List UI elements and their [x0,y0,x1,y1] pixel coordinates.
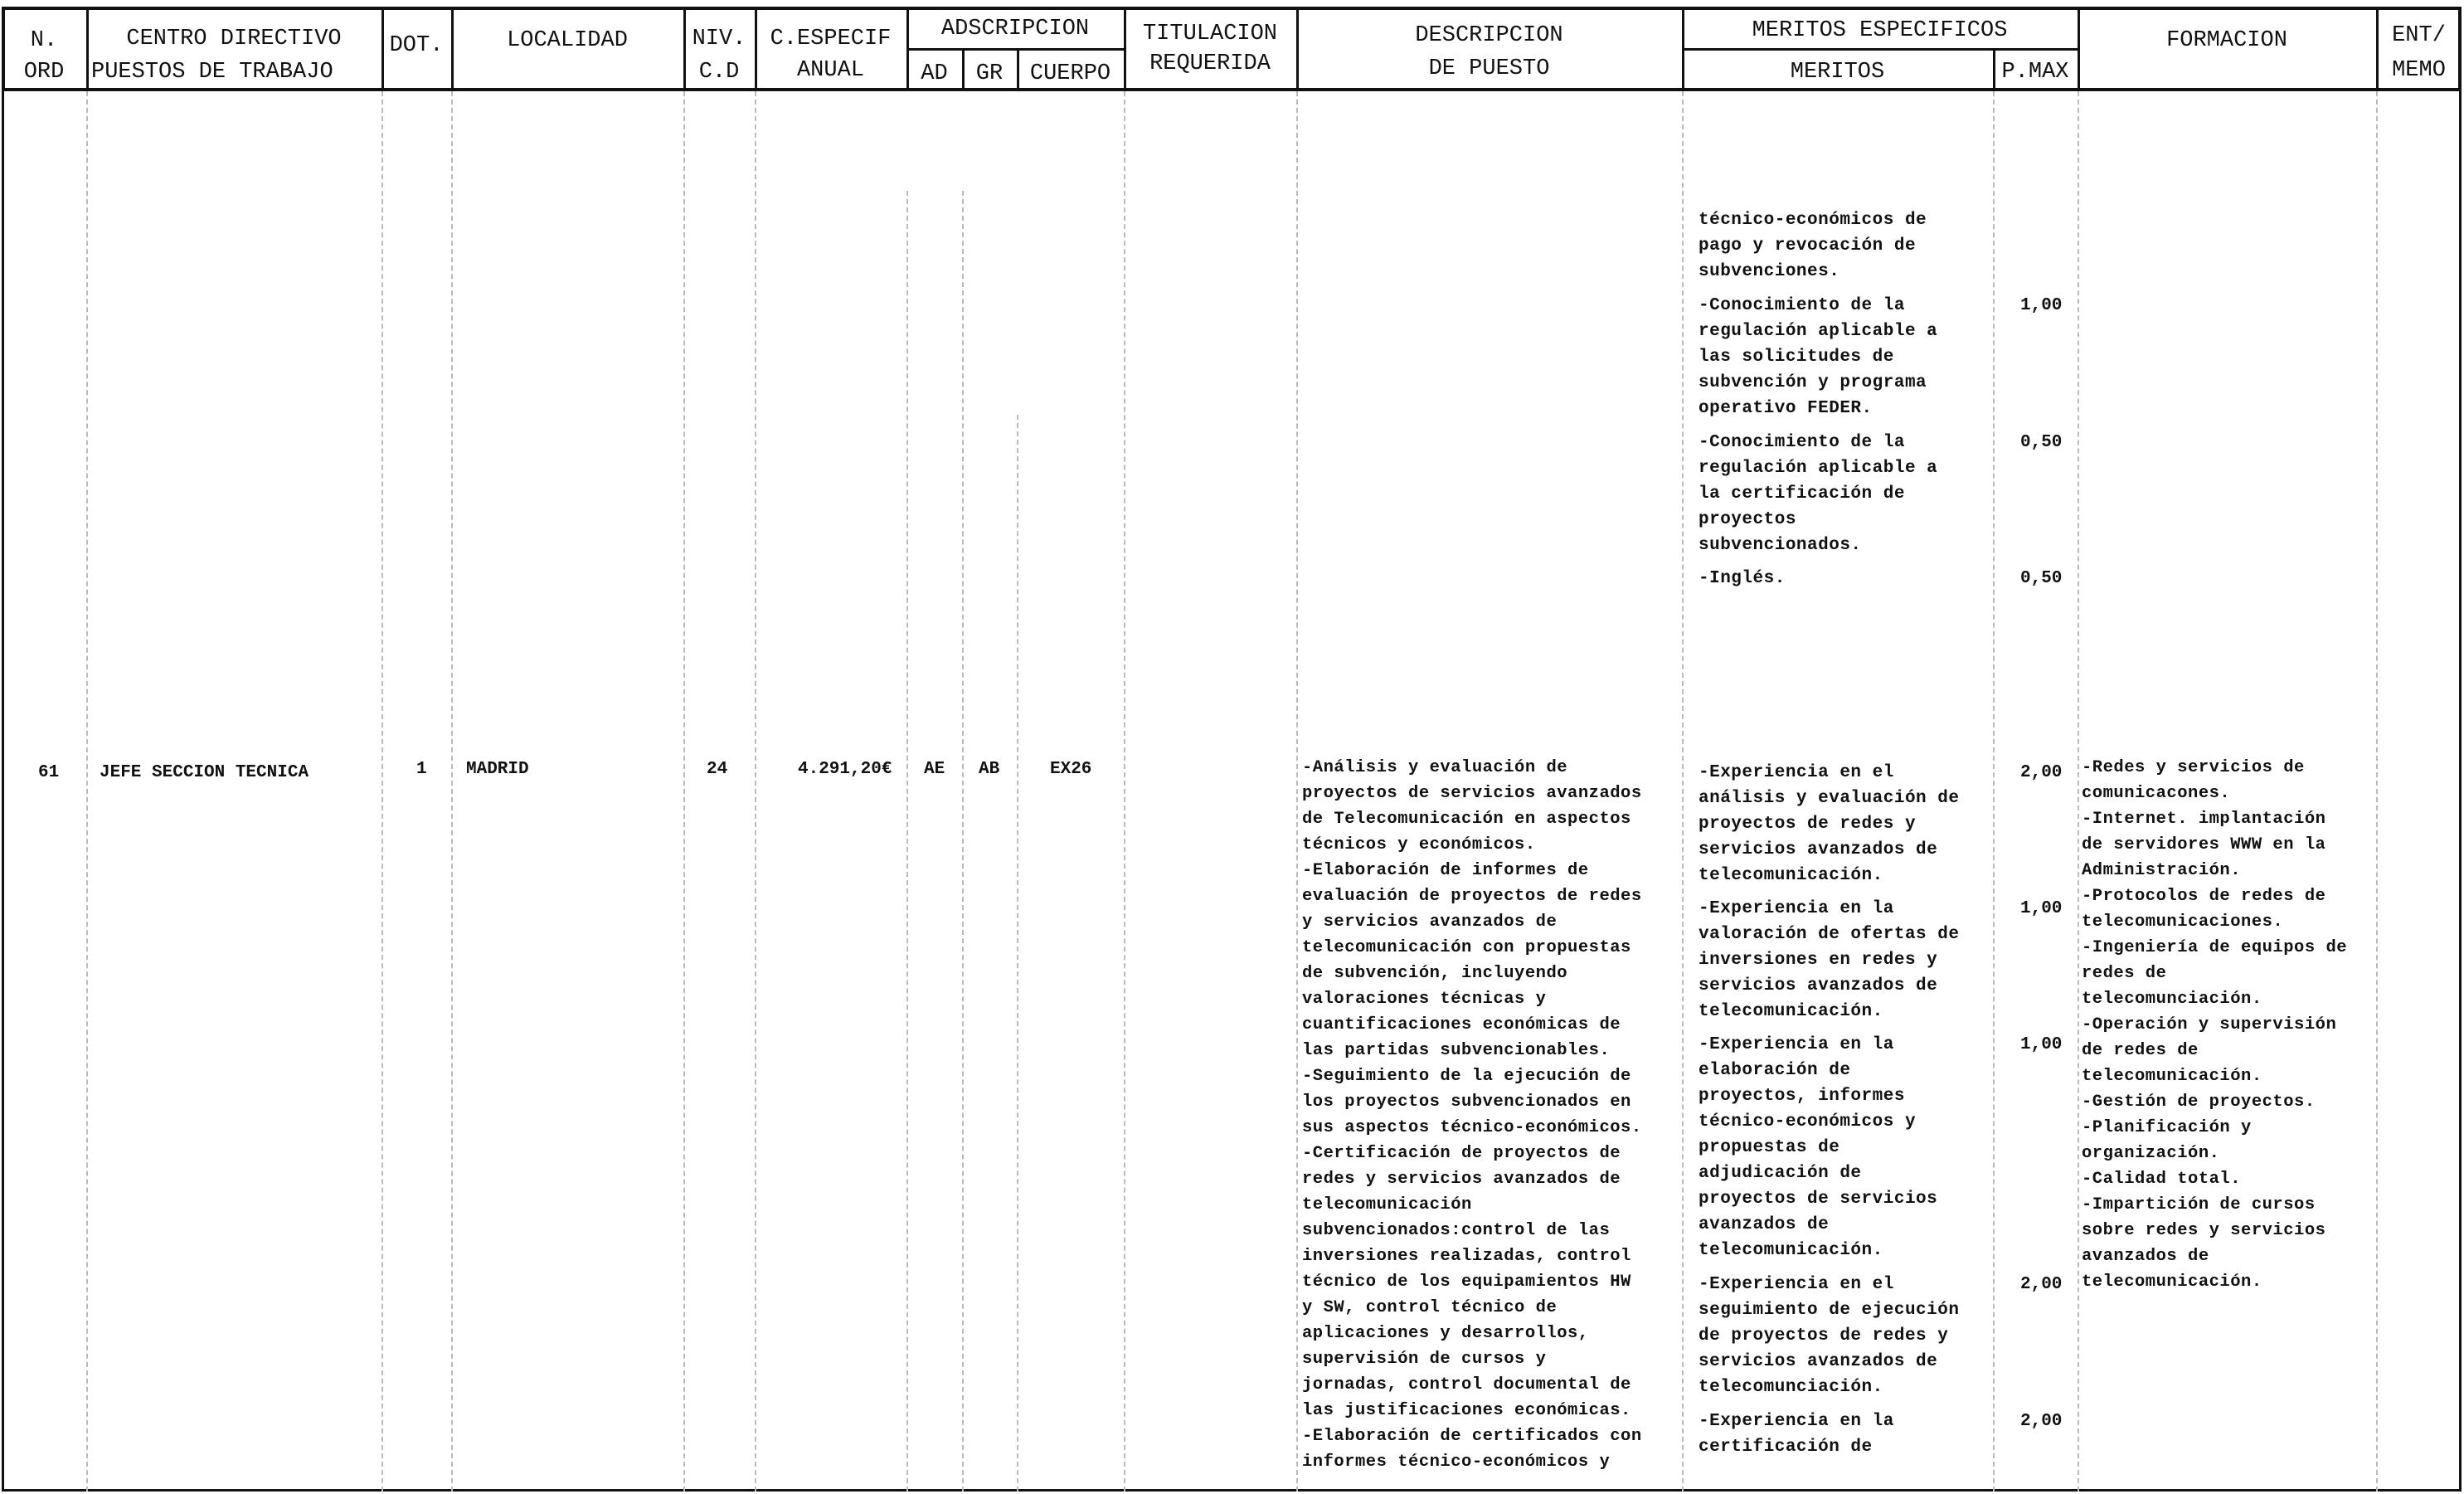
header-formacion: FORMACION [2166,28,2287,53]
row-niv: 24 [707,760,728,779]
merit-text: -Conocimiento de la regulación aplicable a las solicitudes de subvención y programa operativo FEDER. [1699,296,1938,418]
merit-text: -Inglés. [1699,569,1786,588]
merit-points: 2,00 [2020,1412,2063,1431]
header-n: N. [30,28,58,53]
row-puesto: JEFE SECCION TECNICA [100,763,309,782]
header-puestos: PUESTOS DE TRABAJO [91,60,333,85]
merit-points: 2,00 [2020,763,2063,782]
column-line [906,191,908,1492]
header-adscripcion: ADSCRIPCION [940,17,1090,41]
header-gr: GR [975,61,1004,86]
merit-text: -Experiencia en la elaboración de proyectos, informes técnico-económicos y propuestas de adjudicación de proyectos de servicios avanzados de telecomunicación. [1699,1035,1938,1260]
header-cespecif: C.ESPECIF [770,27,892,51]
merit-text: -Conocimiento de la regulación aplicable a la certificación de proyectos subvencionados. [1699,433,1938,555]
column-line [1124,91,1125,1492]
header-descripcion: DESCRIPCION [1415,23,1563,48]
merit-text: técnico-económicos de pago y revocación de subvenciones. [1699,211,1927,281]
header-meritos: MERITOS [1790,60,1885,85]
column-line [86,91,88,1492]
divider [906,48,1124,51]
column-line [755,91,756,1492]
column-line [1993,91,1995,1492]
header-ad: AD [921,61,948,86]
column-line [1682,91,1684,1492]
column-line [451,91,453,1492]
row-formacion: -Redes y servicios de comunicacones. -Internet. implantación de servidores WWW en la Administración. -Protocolos de redes de telecomunicaciones. -Ingeniería de equipos de redes de telecomunciación. -Operación y supervisión de redes de telecomunicación. -Gestión de proyectos. -Planificación y organización. -Calidad total. -Impartición de cursos sobre redes y servicios avanzados de telecomunicación. [2082,758,2348,1292]
merit-points: 1,00 [2020,899,2063,918]
row-gr: AB [979,760,1000,779]
column-line [382,91,383,1492]
merit-text: -Experiencia en la certificación de [1699,1412,1894,1457]
column-line [962,191,964,1492]
header-requerida: REQUERIDA [1149,51,1271,76]
header-titulacion: TITULACION [1142,22,1278,46]
header-dot: DOT. [389,33,444,58]
header-memo: MEMO [2392,58,2446,83]
divider [1682,48,2078,51]
header-localidad: LOCALIDAD [507,28,628,53]
header-cuerpo: CUERPO [1029,61,1111,86]
merit-points: 2,00 [2020,1275,2063,1294]
column-line [2078,91,2079,1492]
column-line [683,91,685,1492]
divider [1124,7,1126,91]
column-line [2376,91,2378,1492]
merit-points: 1,00 [2020,296,2063,315]
row-localidad: MADRID [466,760,529,779]
merit-points: 1,00 [2020,1035,2063,1054]
merit-points: 0,50 [2020,569,2063,588]
merit-text: -Experiencia en la valoración de ofertas de inversiones en redes y servicios avanzados de telecomunicación. [1699,899,1960,1021]
merit-points: 0,50 [2020,433,2063,452]
merit-text: -Experiencia en el análisis y evaluación de proyectos de redes y servicios avanzados de telecomunicación. [1699,763,1960,885]
row-cespecif: 4.291,20€ [798,760,892,779]
header-ord: ORD [23,60,65,85]
row-ad: AE [924,760,945,779]
row-dot: 1 [416,760,427,779]
header-meritos-especificos: MERITOS ESPECIFICOS [1752,18,2008,43]
merit-text: -Experiencia en el seguimiento de ejecución de proyectos de redes y servicios avanzados de telecomunciación. [1699,1275,1960,1397]
row-n-ord: 61 [38,763,60,782]
column-line [1017,415,1018,1492]
row-descripcion: -Análisis y evaluación de proyectos de servicios avanzados de Telecomunicación en aspectos técnicos y económicos. -Elaboración de informes de evaluación de proyectos de redes y servicios avanzados de telecomunicación con propuestas de subvención, incluyendo valoraciones técnicas y cuantificaciones económicas de las partidas subvencionables. -Seguimiento de la ejecución de los proyectos subvencionados en sus aspectos técnico-económicos. -Certificación de proyectos de redes y servicios avanzados de telecomunicación subvencionados:control de las inversiones realizadas, control técnico de los equipamientos HW y SW, control técnico de aplicaciones y desarrollos, supervisión de cursos y jornadas, control documental de las justificaciones económicas. -Elaboración de certificados con informes técnico-económicos y [1302,758,1642,1472]
header-pmax: P.MAX [2001,60,2069,85]
header-ent: ENT/ [2392,23,2446,48]
header-centro: CENTRO DIRECTIVO [126,27,342,51]
header-niv: NIV. [692,27,746,51]
header-cd: C.D [698,60,740,85]
column-line [1296,91,1298,1492]
header-anual: ANUAL [796,58,864,83]
row-cuerpo: EX26 [1050,760,1092,779]
header-de-puesto: DE PUESTO [1428,56,1550,81]
